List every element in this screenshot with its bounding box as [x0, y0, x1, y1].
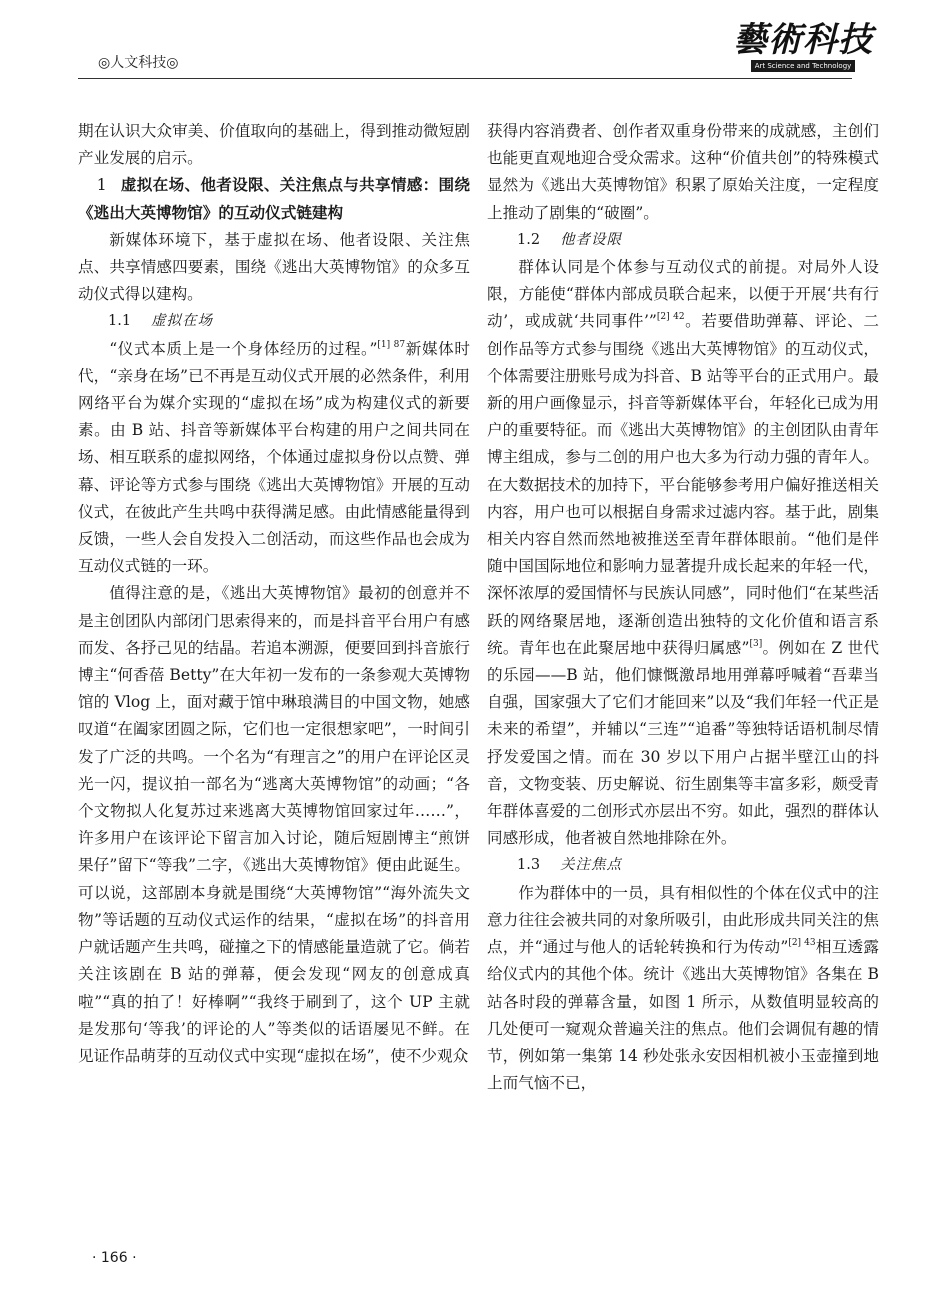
- section-label: ◎人文科技◎: [98, 55, 179, 71]
- journal-logo-english: Art Science and Technology: [751, 60, 855, 72]
- intro-continuation: 期在认识大众审美、价值取向的基础上，得到推动微短剧产业发展的启示。: [78, 122, 470, 168]
- paragraph-group-identity: [487, 254, 879, 852]
- page-number: · 166 ·: [92, 1250, 137, 1266]
- page-header: [0, 0, 950, 80]
- citation-2: [2] 42: [656, 312, 685, 323]
- group-identity-text-b: 。若要借助弹幕、评论、二创作品等方式参与围绕《逃出大英博物馆》的互动仪式，个体需要注册账号成为抖音、B 站等平台的正式用户。最新的用户画像显示，抖音等新媒体平台，年轻化已成为用户的重要特征。而《逃出大英博物馆》的主创团队由青年博主组成，参与二创的用户也大多为行动力强的青年人。在大数据技术的加持下，平台能够参考用户偏好推送相关内容，用户也可以根据自身需求过滤内容。基于此，剧集相关内容自然而然地被推送至青年群体眼前。“他们是伴随中国国际地位和影响力显著提升成长起来的年轻一代，深怀浓厚的爱国情怀与民族认同感”，同时他们“在某些活跃的网络聚居地，逐渐创造出独特的文化价值和语言系统。青年也在此聚居地中获得归属感”: [487, 312, 879, 657]
- right-column: [487, 118, 879, 1097]
- subsection-1-2-number: 1.2: [517, 231, 541, 248]
- header-rule: [78, 78, 852, 79]
- journal-logo: [733, 18, 873, 74]
- focus-text-b: 相互透露给仪式内的其他个体。统计《逃出大英博物馆》各集在 B 站各时段的弹幕含量，如图 1 所示，从数值明显较高的几处便可一窥观众普遍关注的焦点。他们会调侃有趣的情节，例如第一集第 14 秒处张永安因相机被小玉壶撞到地上而气恼不已，: [487, 938, 879, 1093]
- subsection-1-3-title: 关注焦点: [560, 857, 623, 874]
- section-1-heading: [78, 172, 470, 226]
- paragraph-virtual-presence-text: 新媒体时代，“亲身在场”已不再是互动仪式开展的必然条件，利用网络平台为媒介实现的“虚拟在场”成为构建仪式的新要素。由 B 站、抖音等新媒体平台构建的用户之间共同在场、相互联系的虚拟网络，个体通过虚拟身份以点赞、弹幕、评论等方式参与围绕《逃出大英博物馆》开展的互动仪式，在彼此产生共鸣中获得满足感。由此情感能量得到反馈，一些人会自发投入二创活动，而这些作品也会成为互动仪式链的一环。: [78, 339, 470, 576]
- paragraph-co-creation: 获得内容消费者、创作者双重身份带来的成就感，主创们也能更直观地迎合受众需求。这种“价值共创”的特殊模式显然为《逃出大英博物馆》积累了原始关注度，一定程度上推动了剧集的“破圈”。: [487, 122, 879, 222]
- citation-3: [3]: [749, 638, 763, 649]
- section-1-intro: 新媒体环境下，基于虚拟在场、他者设限、关注焦点、共享情感四要素，围绕《逃出大英博物馆》的众多互动仪式得以建构。: [78, 230, 470, 304]
- group-identity-text-c: 。例如在 Z 世代的乐园——B 站，他们慷慨激昂地用弹幕呼喊着“吾辈当自强，国家强大了它们才能回来”以及“我们年轻一代正是未来的希望”，并辅以“三连”“追番”等独特话语机制尽情抒发爱国之情。而在 30 岁以下用户占据半壁江山的抖音，文物变装、历史解说、衍生剧集等丰富多彩，颇受青年群体喜爱的二创形式亦层出不穷。如此，强烈的群体认同感形成，他者被自然地排除在外。: [487, 638, 879, 848]
- citation-1: [1] 87: [377, 339, 406, 350]
- focus-text-a: 作为群体中的一员，具有相似性的个体在仪式中的注意力往往会被共同的对象所吸引，由此形成共同关注的焦点，并“通过与他人的话轮转换和行为传动”: [487, 883, 879, 957]
- section-1-title: 虚拟在场、他者设限、关注焦点与共享情感：围绕《逃出大英博物馆》的互动仪式链建构: [78, 176, 470, 222]
- citation-4: [2] 43: [788, 938, 816, 949]
- ritual-quote: “仪式本质上是一个身体经历的过程。”: [109, 339, 378, 358]
- paragraph-focus: [487, 880, 879, 1098]
- section-1-number: 1: [96, 176, 107, 195]
- paragraph-origin: 值得注意的是，《逃出大英博物馆》最初的创意并不是主创团队内部闭门思索得来的，而是抖音平台用户有感而发、各抒己见的结晶。若追本溯源，便要回到抖音旅行博主“何香蓓 Betty”在大年初一发布的一条参观大英博物馆的 Vlog 上，面对藏于馆中琳琅满目的中国文物，她感叹道“在阖家团圆之际，它们也一定很想家吧”，一时间引发了广泛的共鸣。一个名为“有理言之”的用户在评论区灵光一闪，提议拍一部名为“逃离大英博物馆”的动画；“各个文物拟人化复苏过来逃离大英博物馆回家过年……”，许多用户在该评论下留言加入讨论，随后短剧博主“煎饼果仔”留下“等我”二字，《逃出大英博物馆》便由此诞生。可以说，这部剧本身就是围绕“大英博物馆”“海外流失文物”等话题的互动仪式运作的结果，“虚拟在场”的抖音用户就话题产生共鸣，碰撞之下的情感能量造就了它。倘若关注该剧在 B 站的弹幕，便会发现“网友的创意成真啦”“真的拍了！好棒啊”“我终于刷到了，这个 UP 主就是发那句‘等我’的评论的人”等类似的话语屡见不鲜。在见证作品萌芽的互动仪式中实现“虚拟在场”，使不少观众: [78, 584, 470, 1065]
- subsection-1-1-number: 1.1: [108, 313, 132, 330]
- subsection-1-2-title: 他者设限: [560, 231, 623, 248]
- subsection-1-3-heading: [487, 852, 879, 879]
- journal-logo-chinese: 藝術科技: [733, 20, 873, 60]
- subsection-1-1-title: 虚拟在场: [151, 313, 214, 330]
- paragraph-virtual-presence: [78, 336, 470, 581]
- subsection-1-3-number: 1.3: [517, 857, 541, 874]
- group-identity-text-a: 群体认同是个体参与互动仪式的前提。对局外人设限，方能使“群体内部成员联合起来，以便于开展‘共有行动’，或成就‘共同事件’”: [487, 258, 879, 331]
- left-column: [78, 118, 470, 1070]
- subsection-1-1-heading: [78, 308, 470, 335]
- subsection-1-2-heading: [487, 227, 879, 254]
